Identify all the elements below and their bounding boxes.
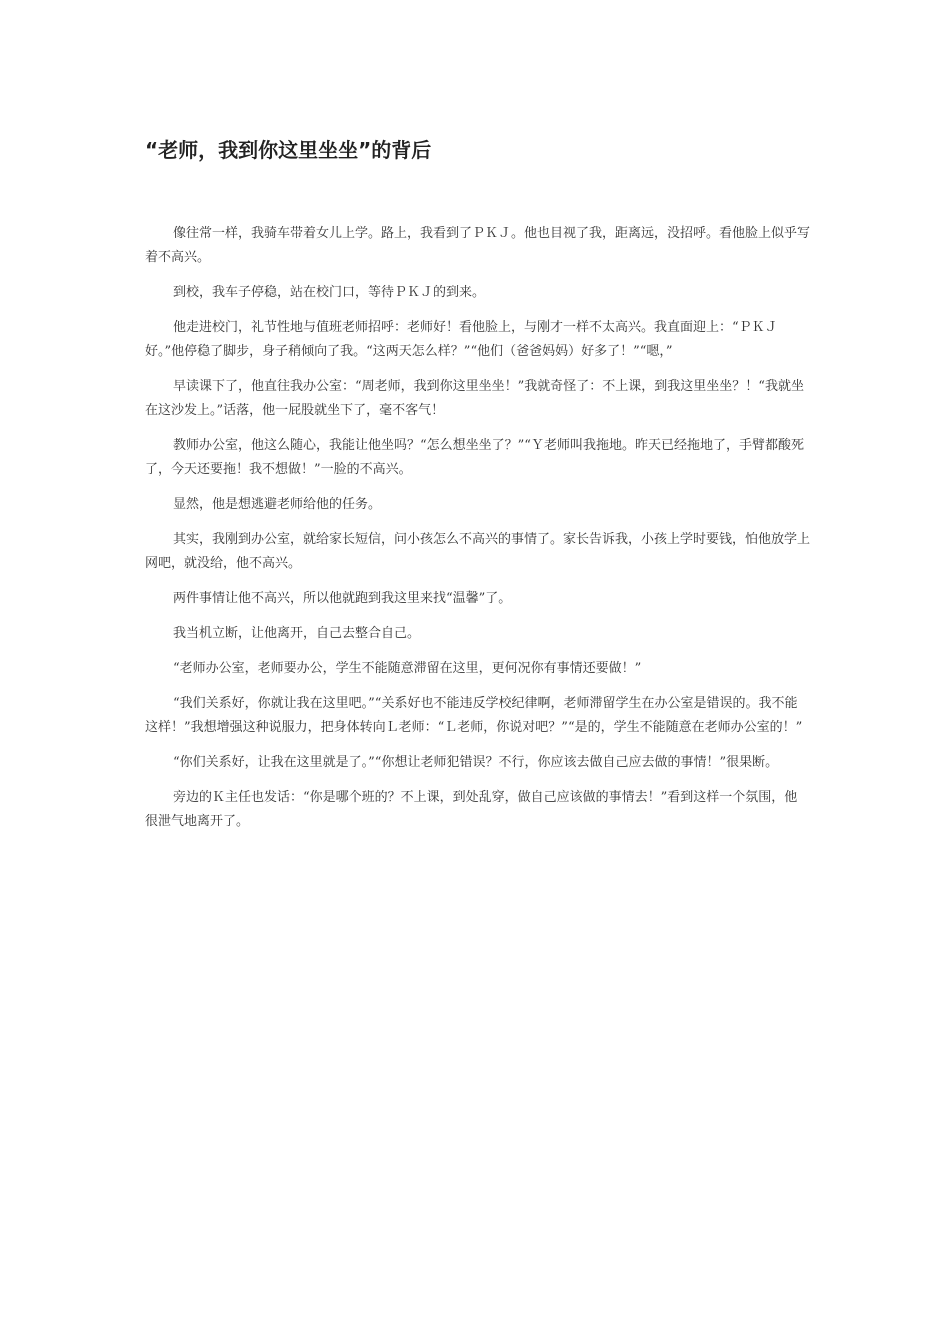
paragraph: 教师办公室，他这么随心，我能让他坐吗？“怎么想坐坐了？”“Ｙ老师叫我拖地。昨天已经拖地了，手臂都酸死了，今天还要拖！我不想做！”一脸的不高兴。 xyxy=(145,438,804,477)
paragraph: 早读课下了，他直往我办公室：“周老师，我到你这里坐坐！”我就奇怪了：不上课，到我这里坐坐？！“我就坐在这沙发上。”话落，他一屁股就坐下了，毫不客气！ xyxy=(145,379,804,418)
article-body xyxy=(145,222,810,845)
paragraph: 旁边的Ｋ主任也发话：“你是哪个班的？不上课，到处乱穿，做自己应该做的事情去！”看到这样一个氛围，他很泄气地离开了。 xyxy=(145,790,798,829)
paragraph: 其实，我刚到办公室，就给家长短信，问小孩怎么不高兴的事情了。家长告诉我，小孩上学时要钱，怕他放学上网吧，就没给，他不高兴。 xyxy=(145,532,811,571)
paragraph: 我当机立断，让他离开，自己去整合自己。 xyxy=(173,626,421,641)
paragraph: “你们关系好，让我在这里就是了。”“你想让老师犯错误？不行，你应该去做自己应去做的事情！”很果断。 xyxy=(173,755,779,770)
paragraph: “老师办公室，老师要办公，学生不能随意滞留在这里，更何况你有事情还要做！” xyxy=(173,661,642,676)
paragraph: 显然，他是想逃避老师给他的任务。 xyxy=(173,497,382,512)
article-title: “老师，我到你这里坐坐”的背后 xyxy=(145,138,432,162)
paragraph: 两件事情让他不高兴，所以他就跑到我这里来找“温馨”了。 xyxy=(173,591,512,606)
paragraph: “我们关系好，你就让我在这里吧。”“关系好也不能违反学校纪律啊，老师滞留学生在办公室是错误的。我不能这样！”我想增强这种说服力，把身体转向Ｌ老师：“Ｌ老师，你说对吧？”“是的，学生不能随意在老师办公室的！” xyxy=(145,696,803,735)
paragraph: 到校，我车子停稳，站在校门口，等待ＰＫＪ的到来。 xyxy=(173,285,486,300)
paragraph: 像往常一样，我骑车带着女儿上学。路上，我看到了ＰＫＪ。他也目视了我，距离远，没招呼。看他脸上似乎写着不高兴。 xyxy=(145,226,811,265)
paragraph: 他走进校门，礼节性地与值班老师招呼：老师好！看他脸上，与刚才一样不太高兴。我直面迎上：“ＰＫＪ好。”他停稳了脚步，身子稍倾向了我。“这两天怎么样？”“他们（爸爸妈妈）好多了！”“嗯，” xyxy=(145,320,778,359)
